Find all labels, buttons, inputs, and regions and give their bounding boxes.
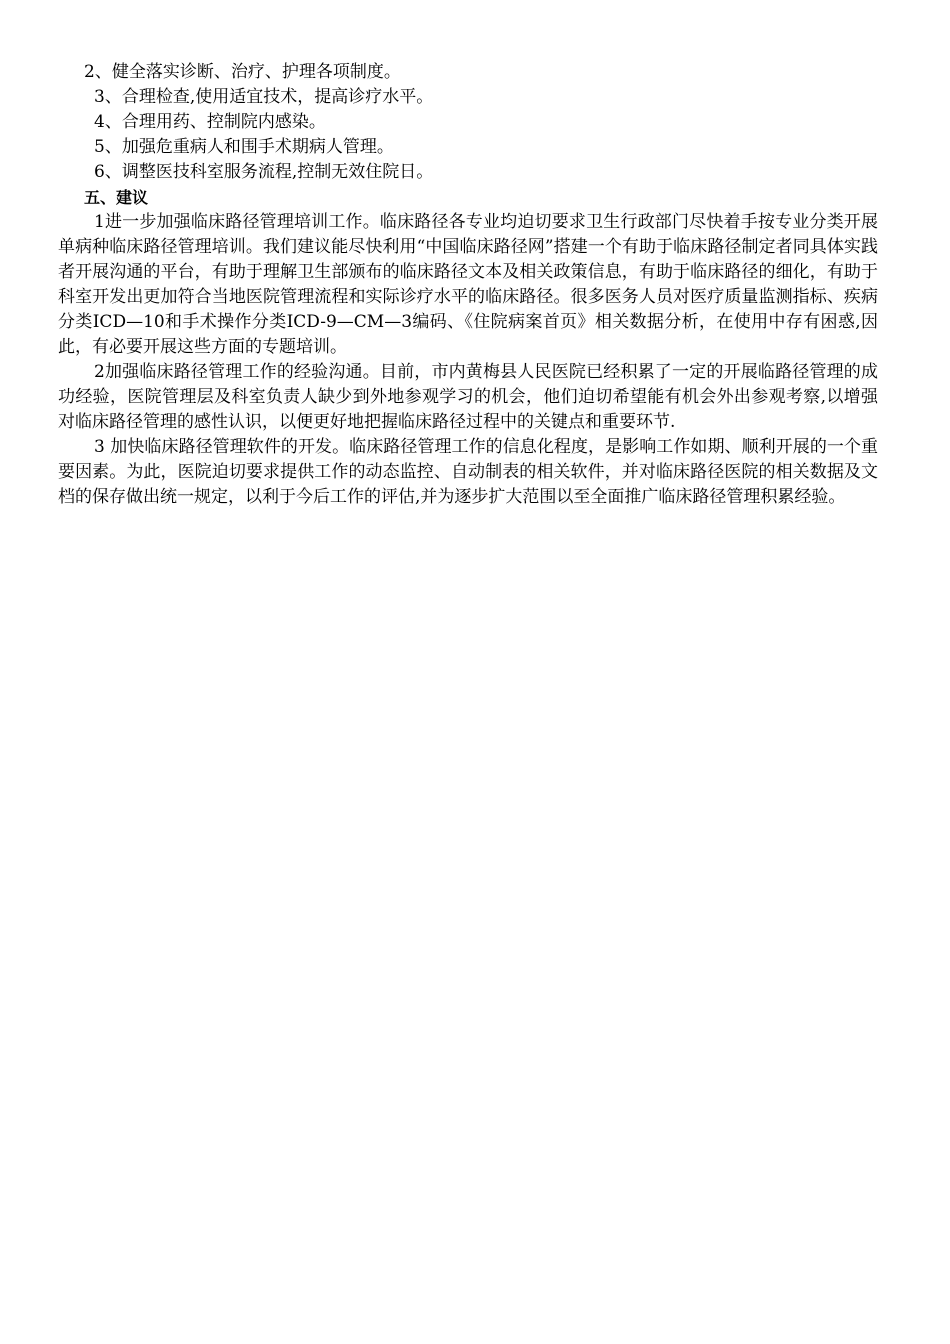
list-item: 6、调整医技科室服务流程,控制无效住院日。 (94, 162, 434, 182)
list-item: 4、合理用药、控制院内感染。 (94, 112, 326, 132)
paragraph: 3 加快临床路径管理软件的开发。临床路径管理工作的信息化程度，是影响工作如期、顺利开展的一个重要因素。为此，医院迫切要求提供工作的动态监控、自动制表的相关软件，并对临床路径医院的相关数据及文档的保存做出统一规定，以利于今后工作的评估,并为逐步扩大范围以至全面推广临床路径管理积累经验。 (58, 437, 878, 507)
document-body (58, 60, 878, 510)
list-item: 5、加强危重病人和围手术期病人管理。 (94, 137, 394, 157)
list-item: 3、合理检查,使用适宜技术，提高诊疗水平。 (94, 87, 434, 107)
paragraph: 1进一步加强临床路径管理培训工作。临床路径各专业均迫切要求卫生行政部门尽快着手按专业分类开展单病种临床路径管理培训。我们建议能尽快利用“中国临床路径网”搭建一个有助于临床路径制定者同具体实践者开展沟通的平台，有助于理解卫生部颁布的临床路径文本及相关政策信息，有助于临床路径的细化，有助于科室开发出更加符合当地医院管理流程和实际诊疗水平的临床路径。很多医务人员对医疗质量监测指标、疾病分类ICD—10和手术操作分类ICD-9—CM—3编码、《住院病案首页》相关数据分析，在使用中存有困惑,因此，有必要开展这些方面的专题培训。 (58, 212, 878, 357)
list-item: 2、健全落实诊断、治疗、护理各项制度。 (84, 62, 401, 82)
paragraph: 2加强临床路径管理工作的经验沟通。目前，市内黄梅县人民医院已经积累了一定的开展临路径管理的成功经验，医院管理层及科室负责人缺少到外地参观学习的机会，他们迫切希望能有机会外出参观考察,以增强对临床路径管理的感性认识，以便更好地把握临床路径过程中的关键点和重要环节. (58, 362, 878, 432)
section-heading: 五、建议 (84, 188, 149, 207)
